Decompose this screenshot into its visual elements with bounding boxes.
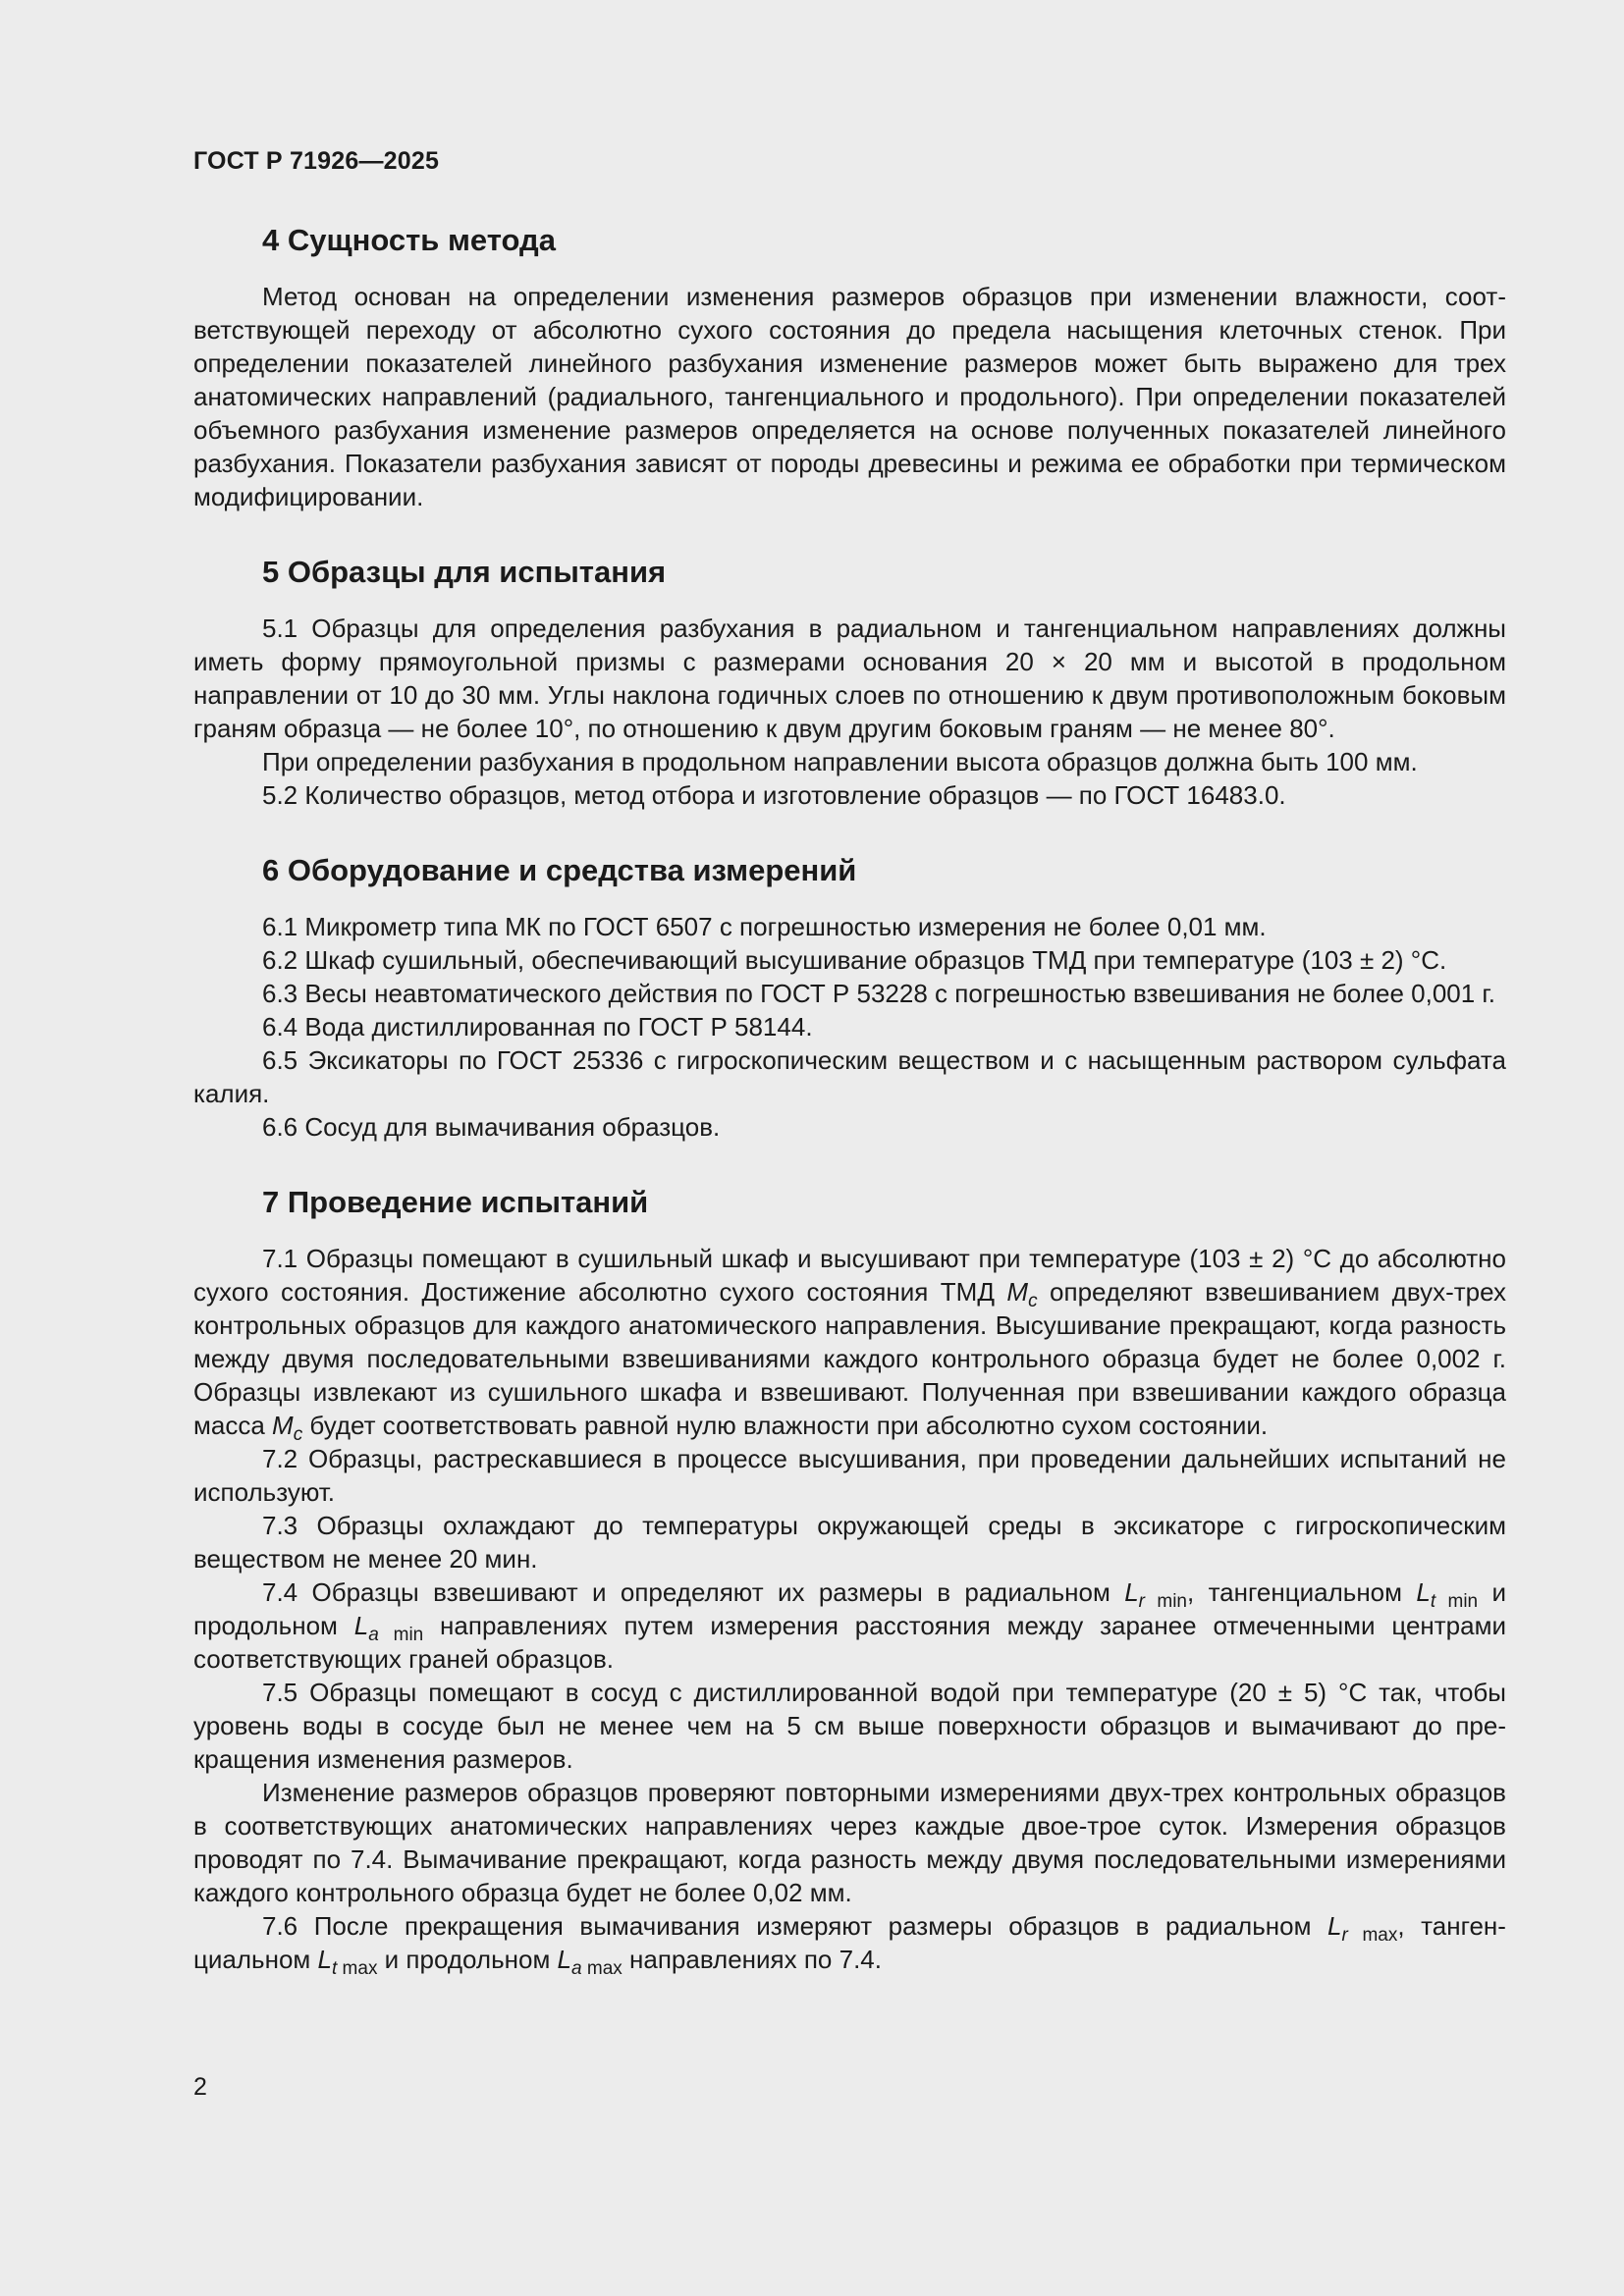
document-code-header: ГОСТ Р 71926—2025 xyxy=(193,147,440,175)
clause-7-1 xyxy=(193,1242,1506,1445)
clause-7-2: 7.2 Образцы, растрескавшиеся в процессе высушивания, при проведении дальнейших испытаний не используют. xyxy=(193,1444,1506,1507)
clause-7-1-text-a: 7.1 Образцы помещают в сушильный шкаф и высушивают при температуре (103 ± 2) °С до абсолютно сухого состояния. Достижение абсолютно сухого состояния ТМД xyxy=(193,1244,1506,1307)
clause-7-4: 7.4 Образцы взвешивают и определяют их размеры в радиальном $L_{r min}$, тангенциальном $L_{t min}$ и продольном $L_{a min}$ направлениях путем измерения расстояния между заранее отмеченными центрами соответствующих граней образцов. xyxy=(193,1577,1506,1674)
symbol-l-a-min: $L_{a min}$ xyxy=(353,1611,424,1645)
symbol-l-r-max: $L_{r max}$ xyxy=(1327,1911,1398,1946)
section-4-heading: 4 Сущность метода xyxy=(262,223,556,257)
clause-6-4: 6.4 Вода дистиллированная по ГОСТ Р 58144. xyxy=(262,1012,813,1041)
clause-6-5: 6.5 Эксикаторы по ГОСТ 25336 с гигроскопическим веществом и с насыщенным раствором сульфата калия. xyxy=(193,1045,1506,1108)
section-6-heading: 6 Оборудование и средства измерений xyxy=(262,853,857,887)
symbol-l-t-min: $L_{t min}$ xyxy=(1416,1577,1479,1612)
section-7-heading: 7 Проведение испытаний xyxy=(262,1185,649,1219)
clause-5-2: 5.2 Количество образцов, метод отбора и изготовление образцов — по ГОСТ 16483.0. xyxy=(262,780,1286,810)
clause-7-1-text-b: определяют взвешиванием двух-трех контрольных образцов для каждого анатомического направления. Высушивание прекращают, когда разность между двумя последовательными взвешиваниями каждого контрольного образца будет не более 0,002 г. Образцы извлекают из сушильного шкафа и взвешивают. Полученная при взвешивании каждого образца масса xyxy=(193,1277,1506,1440)
symbol-mass-dry: $M_с$ xyxy=(1006,1277,1038,1311)
document-body xyxy=(193,219,1506,1979)
clause-7-6: 7.6 После прекращения вымачивания измеряют размеры образцов в радиальном $L_{r max}$, тангенциальном $L_{t max}$ и продольном $L_{a max}$ направлениях по 7.4. xyxy=(193,1911,1506,1979)
clause-7-1-text-c: будет соответствовать равной нулю влажности при абсолютно сухом состоянии. xyxy=(302,1411,1269,1440)
page-number: 2 xyxy=(193,2073,207,2101)
symbol-l-r-min: $L_{r min}$ xyxy=(1124,1577,1187,1612)
clause-6-3: 6.3 Весы неавтоматического действия по ГОСТ Р 53228 с погрешностью взвешивания не более 0,001 г. xyxy=(262,979,1495,1008)
section-5-heading: 5 Образцы для испытания xyxy=(262,555,667,589)
symbol-mass-dry: $M_с$ xyxy=(272,1411,303,1445)
clause-6-6: 6.6 Сосуд для вымачивания образцов. xyxy=(262,1112,721,1142)
section-4-paragraph: Метод основан на определении изменения размеров образцов при изменении влажности, соответствующей переходу от абсолютно сухого состояния до предела насыщения клеточных стенок. При определении показателей линейного разбухания изменение размеров может быть выражено для трех анатомических направлений (радиального, тангенциального и продольного). При определении показателей объемного разбухания изменение размеров определяется на основе полученных показателей линейного разбухания. Показатели разбухания зависят от породы древесины и режима ее обработки при термическом модифицировании. xyxy=(193,282,1506,511)
clause-7-3: 7.3 Образцы охлаждают до температуры окружающей среды в эксикаторе с гигроскопическим веществом не менее 20 мин. xyxy=(193,1511,1506,1574)
clause-7-5: 7.5 Образцы помещают в сосуд с дистиллированной водой при температуре (20 ± 5) °С так, чтобы уровень воды в сосуде был не менее чем на 5 см выше поверхности образцов и вымачивают до прекращения изменения размеров. xyxy=(193,1678,1506,1774)
clause-6-2: 6.2 Шкаф сушильный, обеспечивающий высушивание образцов ТМД при температуре (103 ± 2) °С. xyxy=(262,945,1447,975)
clause-5-1-continuation: При определении разбухания в продольном направлении высота образцов должна быть 100 мм. xyxy=(262,747,1418,776)
symbol-l-a-max: $L_{a max}$ xyxy=(557,1945,623,1979)
clause-6-1: 6.1 Микрометр типа МК по ГОСТ 6507 с погрешностью измерения не более 0,01 мм. xyxy=(262,912,1267,941)
clause-7-5-continuation: Изменение размеров образцов проверяют повторными измерениями двух-трех контрольных образцов в соответствующих анатомических направлениях через каждые двое-трое суток. Измерения образцов проводят по 7.4. Вымачивание прекращают, когда разность между двумя последовательными измерениями каждого контрольного образца будет не более 0,02 мм. xyxy=(193,1778,1506,1907)
clause-5-1: 5.1 Образцы для определения разбухания в радиальном и тангенциальном направлениях должны иметь форму прямоугольной призмы с размерами основания 20 × 20 мм и высотой в продольном направлении от 10 до 30 мм. Углы наклона годичных слоев по отношению к двум противоположным боковым граням образца — не более 10°, по отношению к двум другим боковым граням — не менее 80°. xyxy=(193,614,1506,743)
symbol-l-t-max: $L_{t max}$ xyxy=(317,1945,378,1979)
